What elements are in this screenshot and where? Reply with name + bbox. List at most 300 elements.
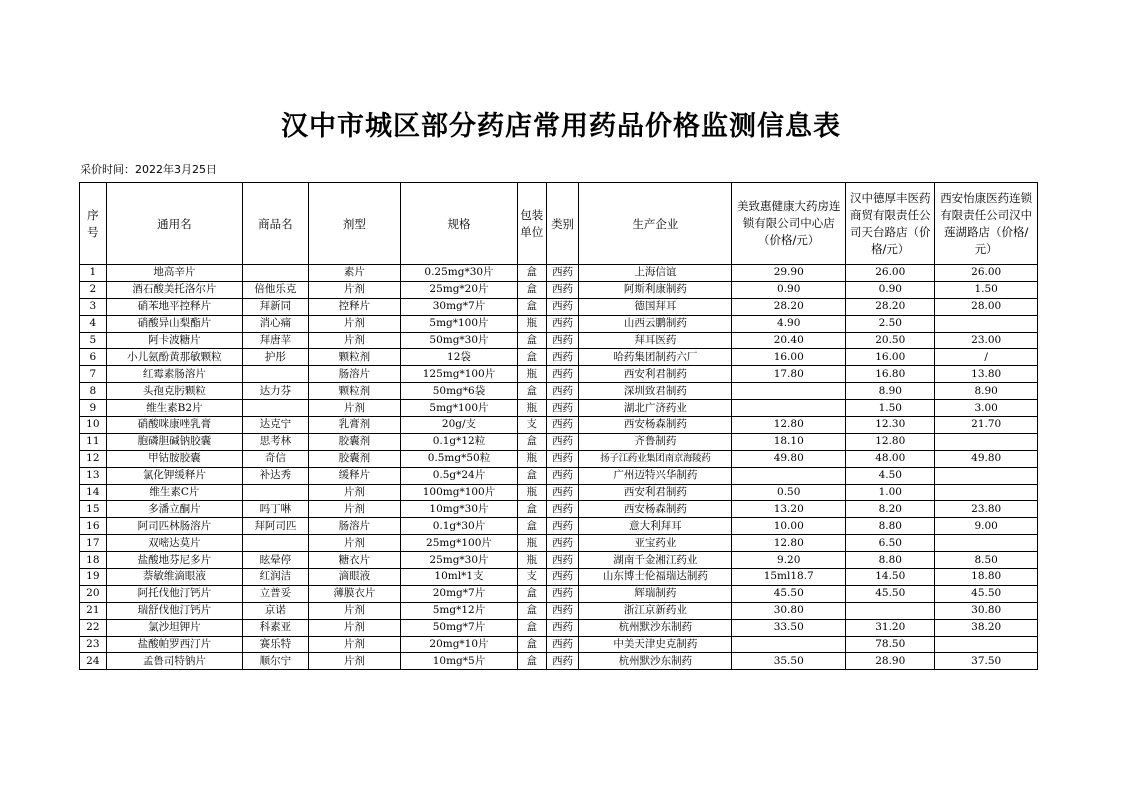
cell-brand-name	[243, 366, 309, 383]
cell-spec: 50mg*7片	[401, 619, 518, 636]
cell-manufacturer: 山西云鹏制药	[579, 315, 732, 332]
cell-store-3-price: 9.00	[935, 518, 1038, 535]
cell-store-1-price: 35.50	[732, 653, 846, 670]
cell-generic-name: 阿司匹林肠溶片	[106, 518, 242, 535]
cell-manufacturer: 西安利君制药	[579, 484, 732, 501]
header-brand-name: 商品名	[243, 183, 309, 265]
cell-index: 18	[80, 552, 107, 569]
cell-manufacturer: 深圳致君制药	[579, 383, 732, 400]
cell-store-2-price: 26.00	[846, 265, 935, 282]
cell-index: 2	[80, 281, 107, 298]
cell-brand-name: 达克宁	[243, 417, 309, 434]
cell-store-2-price: 45.50	[846, 585, 935, 602]
cell-store-2-price: 12.80	[846, 433, 935, 450]
cell-store-1-price: 45.50	[732, 585, 846, 602]
cell-spec: 50mg*6袋	[401, 383, 518, 400]
cell-store-1-price: 20.40	[732, 332, 846, 349]
cell-index: 14	[80, 484, 107, 501]
cell-index: 19	[80, 569, 107, 586]
cell-dosage-form: 肠溶片	[308, 518, 400, 535]
cell-index: 11	[80, 433, 107, 450]
cell-manufacturer: 哈药集团制药六厂	[579, 349, 732, 366]
cell-dosage-form: 素片	[308, 265, 400, 282]
cell-spec: 25mg*30片	[401, 552, 518, 569]
cell-store-3-price: 23.00	[935, 332, 1038, 349]
cell-generic-name: 硝苯地平控释片	[106, 298, 242, 315]
table-row	[80, 433, 1038, 450]
cell-index: 15	[80, 501, 107, 518]
cell-store-1-price: 12.80	[732, 535, 846, 552]
page-title: 汉中市城区部分药店常用药品价格监测信息表	[281, 111, 841, 142]
table-body	[80, 265, 1038, 670]
cell-store-3-price: 8.90	[935, 383, 1038, 400]
cell-generic-name: 双嘧达莫片	[106, 535, 242, 552]
cell-dosage-form: 片剂	[308, 484, 400, 501]
cell-package-unit: 支	[517, 569, 546, 586]
table-row	[80, 417, 1038, 434]
table-row	[80, 569, 1038, 586]
cell-generic-name: 硝酸异山梨酯片	[106, 315, 242, 332]
cell-store-2-price: 1.50	[846, 400, 935, 417]
cell-generic-name: 多潘立酮片	[106, 501, 242, 518]
cell-brand-name: 科素亚	[243, 619, 309, 636]
survey-date: 采价时间：2022年3月25日	[80, 163, 217, 176]
cell-store-3-price	[935, 535, 1038, 552]
table-row	[80, 315, 1038, 332]
table-row	[80, 450, 1038, 467]
cell-category: 西药	[546, 653, 579, 670]
cell-index: 21	[80, 602, 107, 619]
table-row	[80, 653, 1038, 670]
cell-store-2-price: 4.50	[846, 467, 935, 484]
cell-package-unit: 盒	[517, 433, 546, 450]
cell-package-unit: 盒	[517, 332, 546, 349]
cell-category: 西药	[546, 298, 579, 315]
cell-store-3-price: 26.00	[935, 265, 1038, 282]
cell-brand-name: 拜唐苹	[243, 332, 309, 349]
cell-store-1-price	[732, 636, 846, 653]
cell-category: 西药	[546, 400, 579, 417]
cell-store-1-price: 17.80	[732, 366, 846, 383]
cell-store-1-price: 0.90	[732, 281, 846, 298]
cell-manufacturer: 西安杨森制药	[579, 501, 732, 518]
cell-spec: 20g/支	[401, 417, 518, 434]
cell-store-1-price	[732, 383, 846, 400]
cell-store-1-price: 33.50	[732, 619, 846, 636]
cell-index: 10	[80, 417, 107, 434]
cell-brand-name	[243, 400, 309, 417]
cell-package-unit: 瓶	[517, 315, 546, 332]
cell-store-1-price: 9.20	[732, 552, 846, 569]
cell-store-3-price	[935, 315, 1038, 332]
cell-store-1-price	[732, 467, 846, 484]
cell-store-3-price	[935, 484, 1038, 501]
cell-dosage-form: 片剂	[308, 281, 400, 298]
table-row	[80, 298, 1038, 315]
cell-store-1-price: 12.80	[732, 417, 846, 434]
cell-store-3-price: 3.00	[935, 400, 1038, 417]
cell-index: 1	[80, 265, 107, 282]
cell-package-unit: 瓶	[517, 552, 546, 569]
cell-store-1-price: 16.00	[732, 349, 846, 366]
cell-index: 5	[80, 332, 107, 349]
cell-dosage-form: 肠溶片	[308, 366, 400, 383]
cell-store-3-price	[935, 467, 1038, 484]
cell-generic-name: 胞磷胆碱钠胶囊	[106, 433, 242, 450]
cell-index: 24	[80, 653, 107, 670]
cell-generic-name: 酒石酸美托洛尔片	[106, 281, 242, 298]
cell-index: 22	[80, 619, 107, 636]
cell-category: 西药	[546, 433, 579, 450]
cell-manufacturer: 德国拜耳	[579, 298, 732, 315]
cell-brand-name: 奇信	[243, 450, 309, 467]
cell-brand-name: 思考林	[243, 433, 309, 450]
cell-brand-name: 达力芬	[243, 383, 309, 400]
cell-store-2-price: 16.80	[846, 366, 935, 383]
cell-dosage-form: 颗粒剂	[308, 383, 400, 400]
cell-brand-name: 消心痛	[243, 315, 309, 332]
cell-dosage-form: 薄膜衣片	[308, 585, 400, 602]
cell-generic-name: 硝酸咪康唑乳膏	[106, 417, 242, 434]
cell-store-3-price: 21.70	[935, 417, 1038, 434]
cell-store-1-price: 10.00	[732, 518, 846, 535]
cell-store-1-price: 29.90	[732, 265, 846, 282]
cell-category: 西药	[546, 585, 579, 602]
cell-generic-name: 氯化钾缓释片	[106, 467, 242, 484]
table-row	[80, 535, 1038, 552]
table-row	[80, 484, 1038, 501]
cell-brand-name: 拜新同	[243, 298, 309, 315]
cell-category: 西药	[546, 569, 579, 586]
cell-dosage-form: 片剂	[308, 501, 400, 518]
cell-generic-name: 孟鲁司特钠片	[106, 653, 242, 670]
table-row	[80, 467, 1038, 484]
cell-store-2-price: 8.90	[846, 383, 935, 400]
table-row	[80, 636, 1038, 653]
cell-store-2-price: 28.90	[846, 653, 935, 670]
cell-store-3-price: 28.00	[935, 298, 1038, 315]
cell-brand-name: 眩晕停	[243, 552, 309, 569]
header-store-2-price: 汉中德厚丰医药商贸有限责任公司天台路店（价格/元）	[846, 183, 935, 265]
cell-dosage-form: 片剂	[308, 400, 400, 417]
cell-spec: 30mg*7片	[401, 298, 518, 315]
cell-spec: 50mg*30片	[401, 332, 518, 349]
cell-store-3-price: /	[935, 349, 1038, 366]
cell-store-2-price: 12.30	[846, 417, 935, 434]
cell-dosage-form: 片剂	[308, 315, 400, 332]
cell-package-unit: 瓶	[517, 366, 546, 383]
cell-store-3-price: 13.80	[935, 366, 1038, 383]
cell-manufacturer: 阿斯利康制药	[579, 281, 732, 298]
header-index: 序号	[80, 183, 107, 265]
cell-store-3-price: 1.50	[935, 281, 1038, 298]
cell-spec: 0.5mg*50粒	[401, 450, 518, 467]
cell-store-1-price: 28.20	[732, 298, 846, 315]
cell-store-2-price: 14.50	[846, 569, 935, 586]
cell-spec: 20mg*7片	[401, 585, 518, 602]
cell-category: 西药	[546, 417, 579, 434]
cell-spec: 125mg*100片	[401, 366, 518, 383]
cell-brand-name: 补达秀	[243, 467, 309, 484]
cell-spec: 5mg*100片	[401, 400, 518, 417]
cell-store-2-price: 16.00	[846, 349, 935, 366]
cell-generic-name: 阿托伐他汀钙片	[106, 585, 242, 602]
cell-category: 西药	[546, 366, 579, 383]
cell-store-3-price: 23.80	[935, 501, 1038, 518]
cell-brand-name: 赛乐特	[243, 636, 309, 653]
header-manufacturer: 生产企业	[579, 183, 732, 265]
cell-manufacturer: 辉瑞制药	[579, 585, 732, 602]
cell-manufacturer: 齐鲁制药	[579, 433, 732, 450]
header-dosage-form: 剂型	[308, 183, 400, 265]
cell-category: 西药	[546, 315, 579, 332]
cell-generic-name: 阿卡波糖片	[106, 332, 242, 349]
cell-manufacturer: 亚宝药业	[579, 535, 732, 552]
table-row	[80, 383, 1038, 400]
cell-brand-name: 拜阿司匹	[243, 518, 309, 535]
cell-brand-name: 护彤	[243, 349, 309, 366]
cell-category: 西药	[546, 552, 579, 569]
cell-index: 20	[80, 585, 107, 602]
cell-brand-name	[243, 484, 309, 501]
table-row	[80, 349, 1038, 366]
cell-category: 西药	[546, 450, 579, 467]
cell-package-unit: 瓶	[517, 484, 546, 501]
cell-generic-name: 头孢克肟颗粒	[106, 383, 242, 400]
cell-store-3-price: 30.80	[935, 602, 1038, 619]
cell-index: 3	[80, 298, 107, 315]
cell-package-unit: 盒	[517, 653, 546, 670]
cell-package-unit: 瓶	[517, 535, 546, 552]
cell-spec: 10mg*5片	[401, 653, 518, 670]
cell-store-3-price: 49.80	[935, 450, 1038, 467]
cell-dosage-form: 乳膏剂	[308, 417, 400, 434]
cell-manufacturer: 湖南千金湘江药业	[579, 552, 732, 569]
cell-dosage-form: 糖衣片	[308, 552, 400, 569]
cell-manufacturer: 意大利拜耳	[579, 518, 732, 535]
cell-category: 西药	[546, 619, 579, 636]
cell-generic-name: 萘敏维滴眼液	[106, 569, 242, 586]
cell-package-unit: 盒	[517, 281, 546, 298]
cell-store-1-price: 30.80	[732, 602, 846, 619]
cell-store-2-price: 78.50	[846, 636, 935, 653]
cell-package-unit: 盒	[517, 467, 546, 484]
cell-spec: 0.1g*12粒	[401, 433, 518, 450]
table-row	[80, 518, 1038, 535]
cell-category: 西药	[546, 636, 579, 653]
cell-index: 6	[80, 349, 107, 366]
cell-package-unit: 盒	[517, 619, 546, 636]
cell-store-3-price: 38.20	[935, 619, 1038, 636]
table-row	[80, 552, 1038, 569]
cell-brand-name: 立普妥	[243, 585, 309, 602]
header-spec: 规格	[401, 183, 518, 265]
cell-category: 西药	[546, 535, 579, 552]
cell-category: 西药	[546, 332, 579, 349]
cell-package-unit: 盒	[517, 383, 546, 400]
cell-package-unit: 盒	[517, 265, 546, 282]
cell-package-unit: 支	[517, 417, 546, 434]
cell-store-2-price: 2.50	[846, 315, 935, 332]
table-row	[80, 265, 1038, 282]
cell-store-3-price	[935, 636, 1038, 653]
cell-brand-name: 吗丁啉	[243, 501, 309, 518]
cell-generic-name: 瑞舒伐他汀钙片	[106, 602, 242, 619]
cell-spec: 25mg*100片	[401, 535, 518, 552]
table-row	[80, 400, 1038, 417]
cell-index: 16	[80, 518, 107, 535]
cell-spec: 0.1g*30片	[401, 518, 518, 535]
header-category: 类别	[546, 183, 579, 265]
cell-spec: 10mg*30片	[401, 501, 518, 518]
cell-generic-name: 维生素C片	[106, 484, 242, 501]
cell-manufacturer: 广州迈特兴华制药	[579, 467, 732, 484]
cell-manufacturer: 杭州默沙东制药	[579, 619, 732, 636]
cell-store-1-price	[732, 400, 846, 417]
cell-spec: 5mg*100片	[401, 315, 518, 332]
cell-manufacturer: 杭州默沙东制药	[579, 653, 732, 670]
cell-dosage-form: 片剂	[308, 619, 400, 636]
cell-package-unit: 盒	[517, 518, 546, 535]
cell-brand-name: 红润洁	[243, 569, 309, 586]
cell-store-1-price: 15ml18.7	[732, 569, 846, 586]
cell-index: 4	[80, 315, 107, 332]
cell-category: 西药	[546, 265, 579, 282]
cell-store-2-price: 8.80	[846, 552, 935, 569]
cell-generic-name: 盐酸地芬尼多片	[106, 552, 242, 569]
cell-store-3-price	[935, 433, 1038, 450]
cell-index: 23	[80, 636, 107, 653]
cell-dosage-form: 控释片	[308, 298, 400, 315]
cell-store-3-price: 18.80	[935, 569, 1038, 586]
cell-store-2-price: 6.50	[846, 535, 935, 552]
cell-brand-name: 京诺	[243, 602, 309, 619]
cell-dosage-form: 片剂	[308, 332, 400, 349]
cell-generic-name: 甲钴胺胶囊	[106, 450, 242, 467]
cell-dosage-form: 缓释片	[308, 467, 400, 484]
header-store-3-price: 西安怡康医药连锁有限责任公司汉中莲湖路店（价格/元）	[935, 183, 1038, 265]
cell-manufacturer: 上海信谊	[579, 265, 732, 282]
cell-generic-name: 盐酸帕罗西汀片	[106, 636, 242, 653]
cell-category: 西药	[546, 518, 579, 535]
cell-package-unit: 盒	[517, 501, 546, 518]
price-table	[79, 182, 1038, 670]
cell-dosage-form: 颗粒剂	[308, 349, 400, 366]
cell-manufacturer: 扬子江药业集团南京海陵药	[579, 450, 732, 467]
cell-package-unit: 盒	[517, 298, 546, 315]
cell-generic-name: 地高辛片	[106, 265, 242, 282]
cell-index: 8	[80, 383, 107, 400]
cell-manufacturer: 西安利君制药	[579, 366, 732, 383]
cell-store-2-price: 48.00	[846, 450, 935, 467]
cell-store-1-price: 4.90	[732, 315, 846, 332]
cell-store-2-price: 31.20	[846, 619, 935, 636]
cell-index: 12	[80, 450, 107, 467]
cell-brand-name	[243, 535, 309, 552]
cell-generic-name: 维生素B2片	[106, 400, 242, 417]
cell-generic-name: 氯沙坦钾片	[106, 619, 242, 636]
cell-spec: 20mg*10片	[401, 636, 518, 653]
cell-package-unit: 盒	[517, 585, 546, 602]
cell-index: 17	[80, 535, 107, 552]
table-row	[80, 585, 1038, 602]
cell-package-unit: 瓶	[517, 450, 546, 467]
cell-package-unit: 瓶	[517, 400, 546, 417]
cell-spec: 5mg*12片	[401, 602, 518, 619]
cell-spec: 25mg*20片	[401, 281, 518, 298]
cell-store-1-price: 18.10	[732, 433, 846, 450]
cell-manufacturer: 中美天津史克制药	[579, 636, 732, 653]
cell-store-3-price: 8.50	[935, 552, 1038, 569]
cell-category: 西药	[546, 349, 579, 366]
cell-index: 7	[80, 366, 107, 383]
cell-spec: 10ml*1支	[401, 569, 518, 586]
cell-store-2-price: 8.80	[846, 518, 935, 535]
header-store-1-price: 美致惠健康大药房连锁有限公司中心店（价格/元）	[732, 183, 846, 265]
cell-store-2-price: 20.50	[846, 332, 935, 349]
cell-generic-name: 小儿氨酚黄那敏颗粒	[106, 349, 242, 366]
cell-generic-name: 红霉素肠溶片	[106, 366, 242, 383]
cell-dosage-form: 片剂	[308, 535, 400, 552]
cell-manufacturer: 湖北广济药业	[579, 400, 732, 417]
cell-brand-name: 顺尔宁	[243, 653, 309, 670]
cell-store-2-price: 28.20	[846, 298, 935, 315]
cell-manufacturer: 山东博士伦福瑞达制药	[579, 569, 732, 586]
cell-dosage-form: 片剂	[308, 636, 400, 653]
cell-index: 13	[80, 467, 107, 484]
cell-category: 西药	[546, 484, 579, 501]
header-generic-name: 通用名	[106, 183, 242, 265]
cell-manufacturer: 西安杨森制药	[579, 417, 732, 434]
cell-store-1-price: 49.80	[732, 450, 846, 467]
cell-dosage-form: 胶囊剂	[308, 433, 400, 450]
cell-category: 西药	[546, 501, 579, 518]
table-header-row	[80, 183, 1038, 265]
table-row	[80, 619, 1038, 636]
cell-store-1-price: 13.20	[732, 501, 846, 518]
cell-category: 西药	[546, 383, 579, 400]
cell-store-2-price: 8.20	[846, 501, 935, 518]
cell-package-unit: 盒	[517, 349, 546, 366]
cell-spec: 100mg*100片	[401, 484, 518, 501]
cell-store-2-price: 1.00	[846, 484, 935, 501]
cell-store-1-price: 0.50	[732, 484, 846, 501]
cell-store-3-price: 45.50	[935, 585, 1038, 602]
table-row	[80, 602, 1038, 619]
cell-spec: 0.25mg*30片	[401, 265, 518, 282]
cell-package-unit: 盒	[517, 602, 546, 619]
cell-brand-name	[243, 265, 309, 282]
cell-brand-name: 倍他乐克	[243, 281, 309, 298]
cell-category: 西药	[546, 467, 579, 484]
cell-category: 西药	[546, 602, 579, 619]
cell-dosage-form: 胶囊剂	[308, 450, 400, 467]
cell-store-2-price	[846, 602, 935, 619]
cell-category: 西药	[546, 281, 579, 298]
table-row	[80, 281, 1038, 298]
table-row	[80, 332, 1038, 349]
header-package-unit: 包装单位	[517, 183, 546, 265]
cell-store-2-price: 0.90	[846, 281, 935, 298]
cell-dosage-form: 滴眼液	[308, 569, 400, 586]
cell-dosage-form: 片剂	[308, 602, 400, 619]
cell-store-3-price: 37.50	[935, 653, 1038, 670]
cell-index: 9	[80, 400, 107, 417]
cell-dosage-form: 片剂	[308, 653, 400, 670]
cell-package-unit: 盒	[517, 636, 546, 653]
cell-spec: 0.5g*24片	[401, 467, 518, 484]
table-row	[80, 501, 1038, 518]
